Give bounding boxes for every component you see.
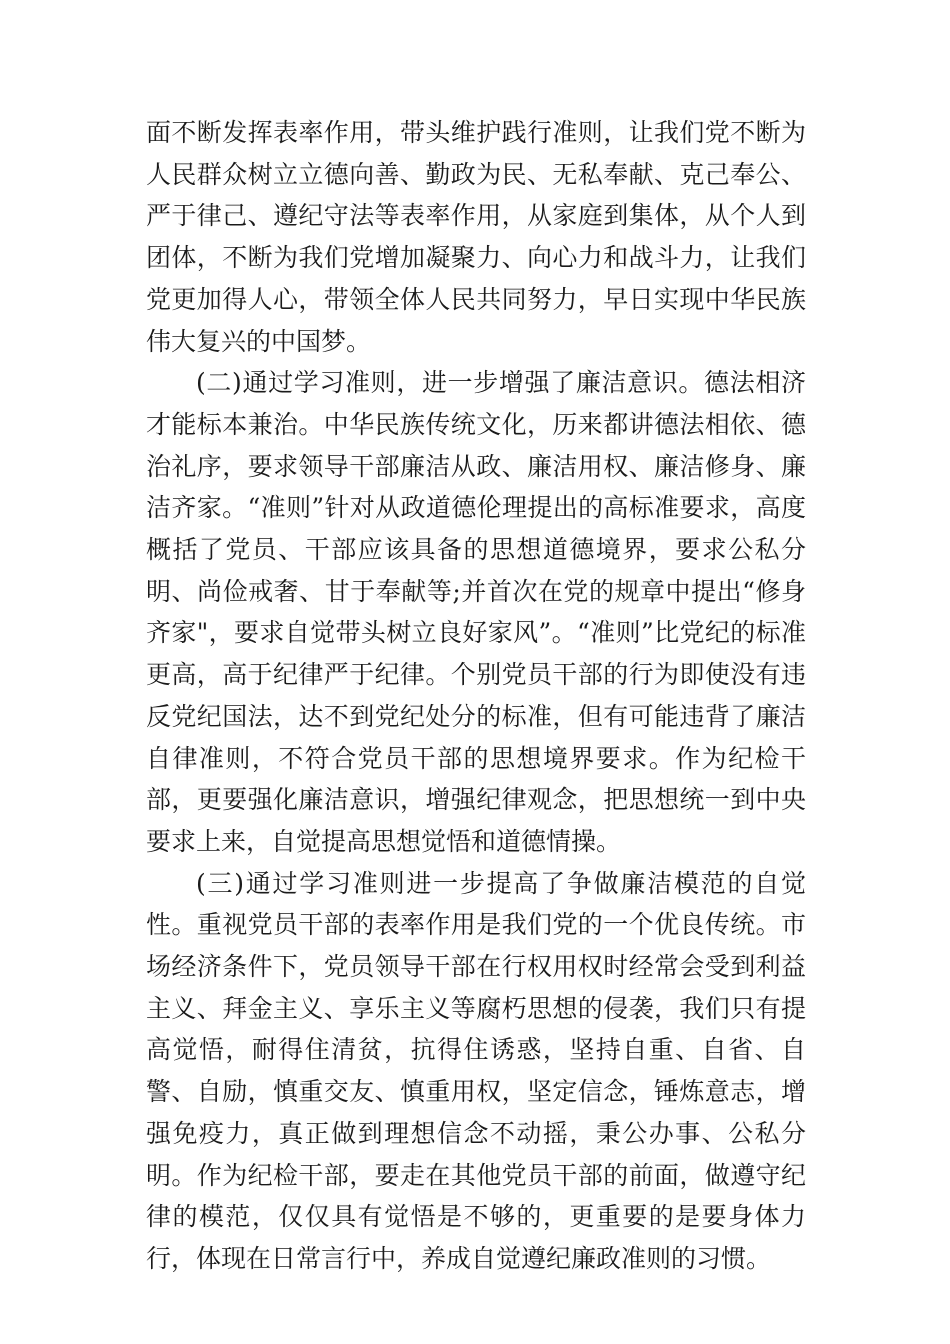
paragraph-section-three: (三)通过学习准则进一步提高了争做廉洁模范的自觉性。重视党员干部的表率作用是我们党的一个优良传统。市场经济条件下，党员领导干部在行权用权时经常会受到利益主义、拜金主义、享乐主义等腐朽思想的侵袭，我们只有提高觉悟，耐得住清贫，抗得住诱惑，坚持自重、自省、自警、自励，慎重交友、慎重用权，坚定信念，锤炼意志，增强免疫力，真正做到理想信念不动摇，秉公办事、公私分明。作为纪检干部，要走在其他党员干部的前面，做遵守纪律的模范，仅仅具有觉悟是不够的，更重要的是要身体力行，体现在日常言行中，养成自觉遵纪廉政准则的习惯。 — [146, 868, 806, 1273]
paragraph-section-two: (二)通过学习准则，进一步增强了廉洁意识。德法相济才能标本兼治。中华民族传统文化，历来都讲德法相依、德治礼序，要求领导干部廉洁从政、廉洁用权、廉洁修身、廉洁齐家。“准则”针对从政道德伦理提出的高标准要求，高度概括了党员、干部应该具备的思想道德境界，要求公私分明、尚俭戒奢、甘于奉献等;并首次在党的规章中提出“修身齐家"，要求自觉带头树立良好家风”。“准则”比党纪的标准更高，高于纪律严于纪律。个别党员干部的行为即使没有违反党纪国法，达不到党纪处分的标准，但有可能违背了廉洁自律准则，不符合党员干部的思想境界要求。作为纪检干部，更要强化廉洁意识，增强纪律观念，把思想统一到中央要求上来，自觉提高思想觉悟和道德情操。 — [146, 368, 806, 856]
paragraph-continuation: 面不断发挥表率作用，带头维护践行准则，让我们党不断为人民群众树立立德向善、勤政为民、无私奉献、克己奉公、严于律己、遵纪守法等表率作用，从家庭到集体，从个人到团体，不断为我们党增加凝聚力、向心力和战斗力，让我们党更加得人心，带领全体人民共同努力，早日实现中华民族伟大复兴的中国梦。 — [146, 118, 806, 356]
body-text — [146, 112, 806, 1280]
